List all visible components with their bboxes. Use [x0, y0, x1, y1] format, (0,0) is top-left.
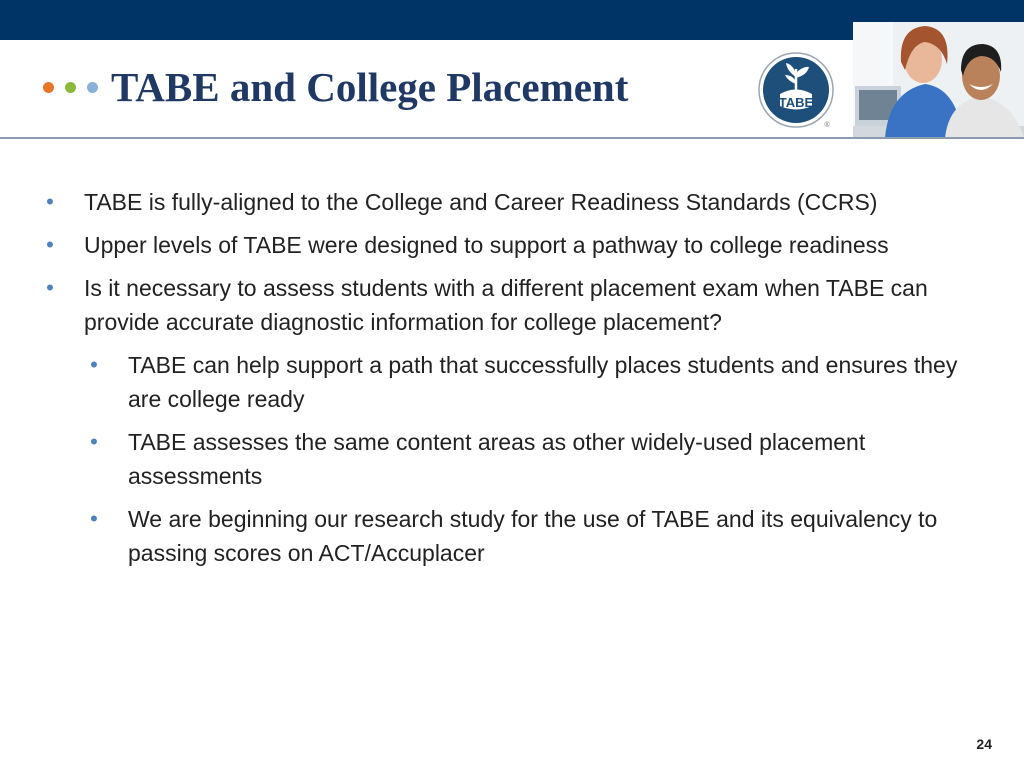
logo-registered-mark: ®: [824, 122, 830, 129]
bullet-marker: •: [46, 189, 54, 214]
bullet-text: Is it necessary to assess students with a different placement exam when TABE can provide accurate diagnostic information for college placement?: [84, 275, 928, 335]
green-dot: [65, 82, 76, 93]
sub-bullet-item: [40, 425, 960, 493]
tabe-logo: [757, 51, 835, 129]
bullet-marker: •: [46, 232, 54, 257]
bullet-text: We are beginning our research study for the use of TABE and its equivalency to passing scores on ACT/Accuplacer: [128, 506, 938, 566]
bullet-marker: •: [90, 429, 98, 454]
decorative-dots: [43, 81, 98, 93]
students-photo: [853, 22, 1024, 138]
sub-bullet-item: [40, 348, 960, 416]
slide-number: 24: [976, 736, 992, 752]
bullet-marker: •: [90, 352, 98, 377]
bullet-text: TABE can help support a path that successfully places students and ensures they are college ready: [128, 352, 958, 412]
orange-dot: [43, 82, 54, 93]
bullet-text: TABE is fully-aligned to the College and Career Readiness Standards (CCRS): [84, 189, 878, 215]
blue-dot: [87, 82, 98, 93]
header-divider: [0, 137, 1024, 139]
bullet-item: [40, 271, 960, 339]
bullet-item: [40, 228, 960, 262]
bullet-text: TABE assesses the same content areas as other widely-used placement assessments: [128, 429, 866, 489]
sub-bullet-item: [40, 502, 960, 570]
bullet-marker: •: [90, 506, 98, 531]
logo-text: TABE: [778, 95, 814, 110]
slide-title: TABE and College Placement: [111, 64, 629, 110]
bullet-marker: •: [46, 275, 54, 300]
bullet-list: [40, 185, 960, 579]
bullet-text: Upper levels of TABE were designed to support a pathway to college readiness: [84, 232, 889, 258]
bullet-item: [40, 185, 960, 219]
